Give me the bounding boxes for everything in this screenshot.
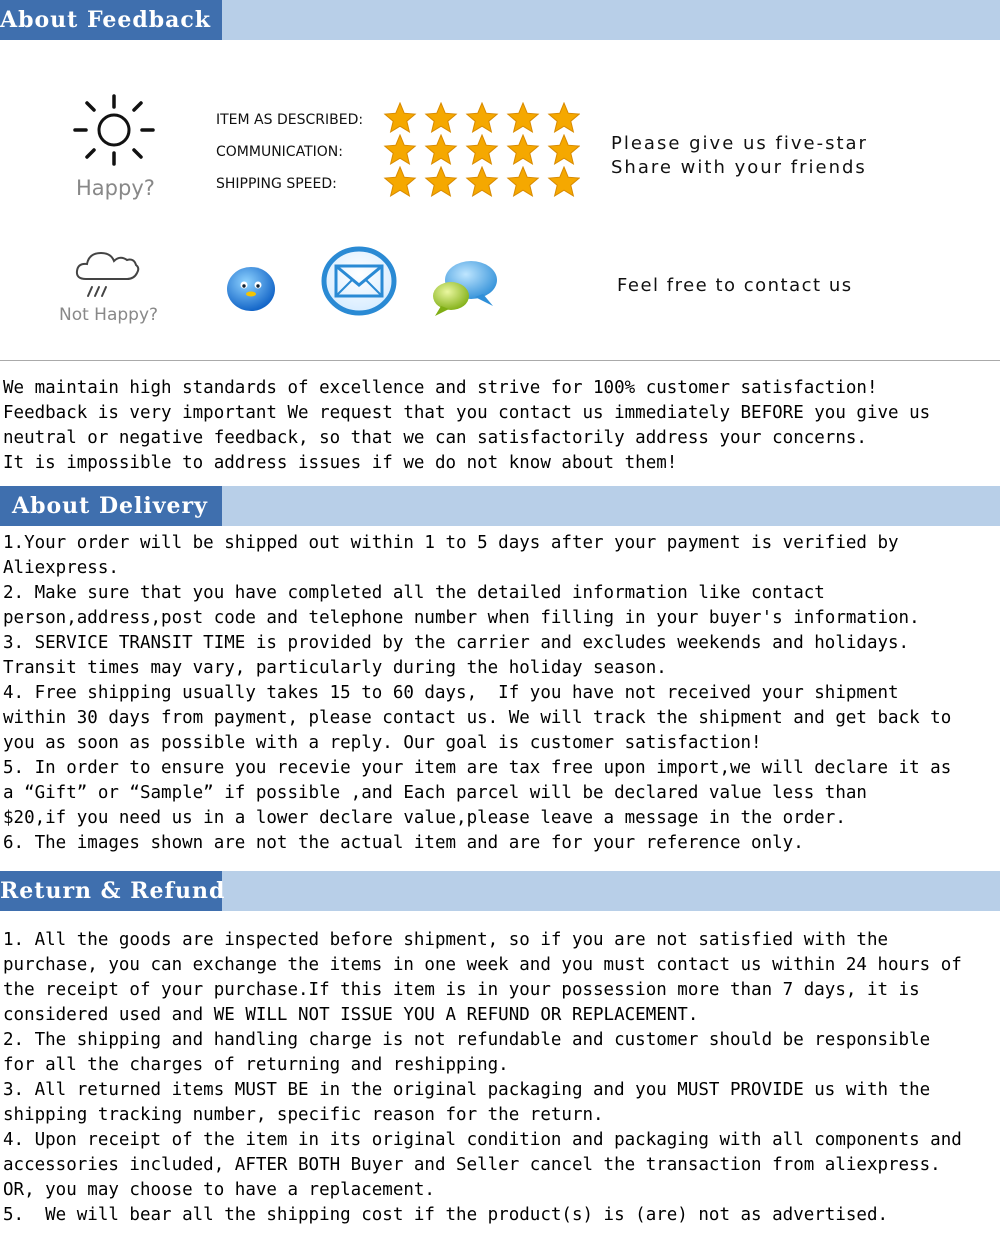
- not-happy-label: Not Happy?: [59, 305, 159, 325]
- text-line: for all the charges of returning and reshipping.: [3, 1055, 509, 1075]
- feedback-box: [0, 40, 1000, 360]
- feedback-header: [0, 0, 1000, 40]
- text-line: 1. All the goods are inspected before shipment, so if you are not satisfied with the: [3, 930, 889, 950]
- text-line: the receipt of your purchase.If this item is in your possession more than 7 days, it is: [3, 980, 920, 1000]
- five-star-line-2: Share with your friends: [611, 157, 867, 178]
- rating-label: SHIPPING SPEED:: [216, 176, 337, 192]
- delivery-header: [0, 486, 1000, 526]
- star-icon: [549, 167, 579, 196]
- feedback-paragraph: [3, 376, 998, 476]
- rating-stars: [380, 102, 580, 136]
- text-line: We maintain high standards of excellence and strive for 100% customer satisfaction!: [3, 378, 878, 398]
- star-icon: [508, 135, 538, 164]
- text-line: a “Gift” or “Sample” if possible ,and Each parcel will be declared value less than: [3, 783, 867, 803]
- star-icon: [385, 135, 415, 164]
- star-icon: [549, 135, 579, 164]
- refund-header: [0, 871, 1000, 911]
- text-line: 3. SERVICE TRANSIT TIME is provided by the carrier and excludes weekends and holidays.: [3, 633, 910, 653]
- star-icon: [385, 103, 415, 132]
- qq-penguin-icon[interactable]: [225, 263, 279, 313]
- star-icon: [426, 103, 456, 132]
- text-line: It is impossible to address issues if we do not know about them!: [3, 453, 678, 473]
- star-icon: [467, 135, 497, 164]
- text-line: accessories included, AFTER BOTH Buyer and Seller cancel the transaction from aliexpress.: [3, 1155, 941, 1175]
- divider: [0, 360, 1000, 361]
- text-line: person,address,post code and telephone number when filling in your buyer's information.: [3, 608, 920, 628]
- mail-icon[interactable]: [320, 246, 398, 316]
- sun-icon: [70, 90, 160, 170]
- star-icon: [426, 135, 456, 164]
- text-line: purchase, you can exchange the items in one week and you must contact us within 24 hours of: [3, 955, 962, 975]
- chat-bubbles-icon[interactable]: [429, 258, 501, 320]
- feedback-title: About Feedback: [0, 0, 222, 40]
- text-line: 6. The images shown are not the actual item and are for your reference only.: [3, 833, 804, 853]
- five-star-line-1: Please give us five-star: [611, 133, 868, 154]
- star-icon: [467, 103, 497, 132]
- star-icon: [467, 167, 497, 196]
- text-line: 5. We will bear all the shipping cost if the product(s) is (are) not as advertised.: [3, 1205, 889, 1225]
- text-line: OR, you may choose to have a replacement.: [3, 1180, 435, 1200]
- star-icon: [549, 103, 579, 132]
- contact-text: Feel free to contact us: [617, 275, 853, 296]
- happy-label: Happy?: [76, 176, 155, 200]
- star-icon: [385, 167, 415, 196]
- text-line: shipping tracking number, specific reason for the return.: [3, 1105, 604, 1125]
- text-line: neutral or negative feedback, so that we can satisfactorily address your concerns.: [3, 428, 867, 448]
- star-icon: [508, 103, 538, 132]
- text-line: 5. In order to ensure you recevie your item are tax free upon import,we will declare it as: [3, 758, 952, 778]
- text-line: 4. Upon receipt of the item in its original condition and packaging with all components and: [3, 1130, 962, 1150]
- text-line: 3. All returned items MUST BE in the original packaging and you MUST PROVIDE us with the: [3, 1080, 931, 1100]
- text-line: 2. The shipping and handling charge is not refundable and customer should be responsible: [3, 1030, 931, 1050]
- text-line: 4. Free shipping usually takes 15 to 60 days, If you have not received your shipment: [3, 683, 899, 703]
- text-line: Transit times may vary, particularly during the holiday season.: [3, 658, 667, 678]
- rating-label: ITEM AS DESCRIBED:: [216, 112, 364, 128]
- text-line: within 30 days from payment, please contact us. We will track the shipment and get back to: [3, 708, 952, 728]
- rating-stars: [380, 134, 580, 168]
- refund-text: [3, 928, 998, 1228]
- text-line: Aliexpress.: [3, 558, 119, 578]
- text-line: considered used and WE WILL NOT ISSUE YOU A REFUND OR REPLACEMENT.: [3, 1005, 699, 1025]
- text-line: $20,if you need us in a lower declare value,please leave a message in the order.: [3, 808, 846, 828]
- refund-title: Return & Refund: [0, 871, 222, 911]
- rating-label: COMMUNICATION:: [216, 144, 343, 160]
- star-icon: [426, 167, 456, 196]
- delivery-text: [3, 531, 998, 856]
- delivery-title: About Delivery: [0, 486, 222, 526]
- text-line: 2. Make sure that you have completed all the detailed information like contact: [3, 583, 825, 603]
- text-line: 1.Your order will be shipped out within 1 to 5 days after your payment is verified by: [3, 533, 899, 553]
- star-icon: [508, 167, 538, 196]
- rating-stars: [380, 166, 580, 200]
- text-line: Feedback is very important We request that you contact us immediately BEFORE you give us: [3, 403, 931, 423]
- cloud-rain-icon: [72, 245, 142, 305]
- text-line: you as soon as possible with a reply. Our goal is customer satisfaction!: [3, 733, 762, 753]
